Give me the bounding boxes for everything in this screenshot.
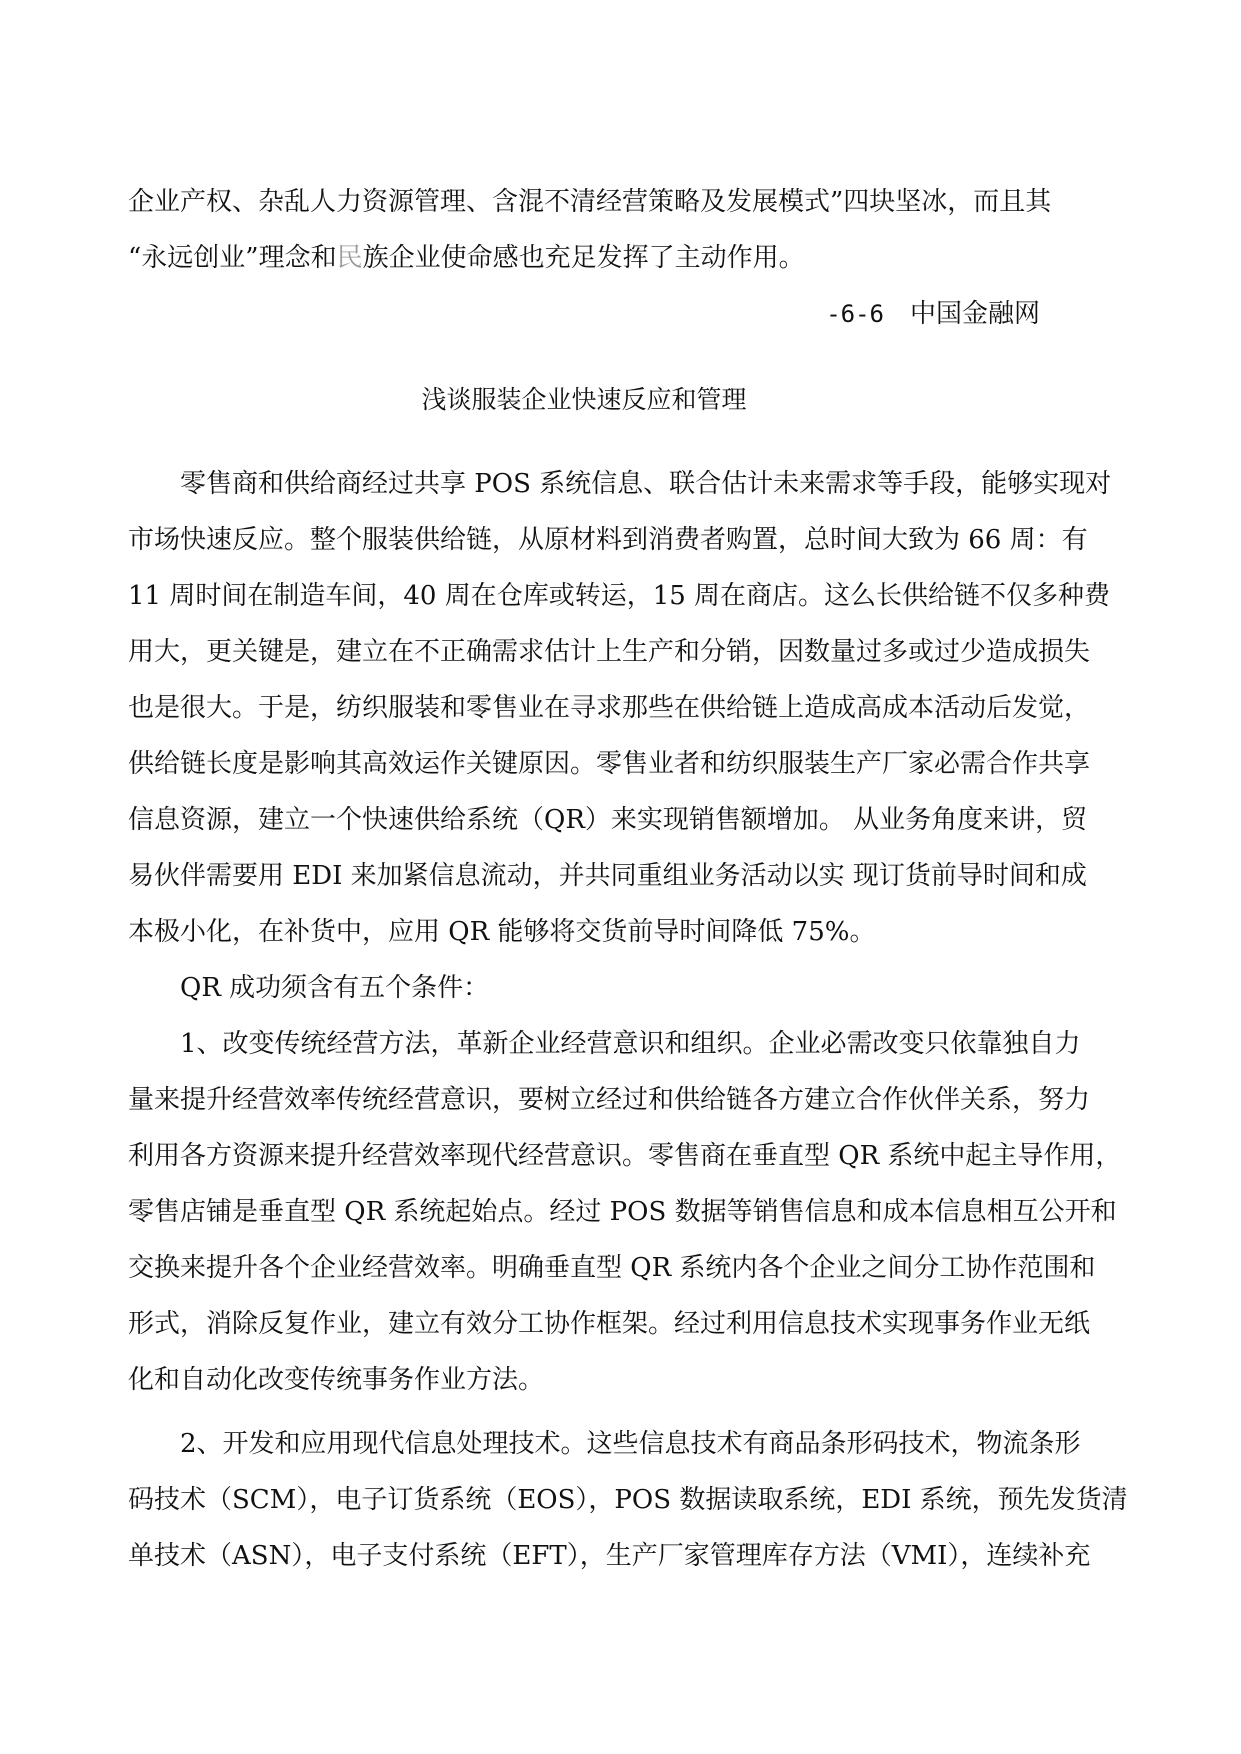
list-item-2 <box>128 1416 1128 1584</box>
paragraph-line: 信息资源，建立一个快速供给系统（QR）来实现销售额增加。 从业务角度来讲，贸 <box>128 805 1088 835</box>
list-item-1 <box>128 1016 1122 1408</box>
paragraph-line: 市场快速反应。整个服装供给链，从原材料到消费者购置，总时间大致为 66 周：有 <box>128 525 1088 555</box>
source-name: 中国金融网 <box>909 299 1040 329</box>
list-item-line: 2、开发和应用现代信息处理技术。这些信息技术有商品条形码技术，物流条形 <box>180 1429 1081 1459</box>
paragraph-line: 本极小化，在补货中，应用 QR 能够将交货前导时间降低 75%。 <box>128 917 876 947</box>
article-title: 浅谈服装企业快速反应和管理 <box>421 385 747 414</box>
list-item-line: 形式，消除反复作业，建立有效分工协作框架。经过利用信息技术实现事务作业无纸 <box>128 1309 1091 1339</box>
list-item-line: 码技术（SCM），电子订货系统（EOS），POS 数据读取系统，EDI 系统，预先发货清 <box>128 1485 1128 1515</box>
intro-line-2-faint-char: 民 <box>336 243 363 273</box>
paragraph-line: 供给链长度是影响其高效运作关键原因。零售业者和纺织服装生产厂家必需合作共享 <box>128 749 1091 779</box>
intro-line-2-part-b: 族企业使命感也充足发挥了主动作用。 <box>362 243 805 273</box>
paragraph-line: 11 周时间在制造车间，40 周在仓库或转运，15 周在商店。这么长供给链不仅多种费 <box>128 581 1111 611</box>
intro-line-2-part-a: “永远创业”理念和 <box>128 243 337 273</box>
paragraph-line: 也是很大。于是，纺织服装和零售业在寻求那些在供给链上造成高成本活动后发觉， <box>128 693 1091 723</box>
paragraph-2: QR 成功须含有五个条件： <box>180 973 490 1003</box>
paragraph-line: 易伙伴需要用 EDI 来加紧信息流动，并共同重组业务活动以实 现订货前导时间和成 <box>128 861 1087 891</box>
paragraph-1 <box>128 456 1112 960</box>
list-item-line: 量来提升经营效率传统经营意识，要树立经过和供给链各方建立合作伙伴关系，努力 <box>128 1085 1091 1115</box>
list-item-line: 单技术（ASN），电子支付系统（EFT），生产厂家管理库存方法（VMI），连续补充 <box>128 1541 1091 1571</box>
paragraph-line: 用大，更关键是，建立在不正确需求估计上生产和分销，因数量过多或过少造成损失 <box>128 637 1091 667</box>
list-item-line: 化和自动化改变传统事务作业方法。 <box>128 1365 545 1395</box>
list-item-line: 1、改变传统经营方法，革新企业经营意识和组织。企业必需改变只依靠独自力 <box>180 1029 1081 1059</box>
list-item-line: 交换来提升各个企业经营效率。明确垂直型 QR 系统内各个企业之间分工协作范围和 <box>128 1253 1096 1283</box>
spacer <box>128 1408 1040 1416</box>
list-item-line: 零售店铺是垂直型 QR 系统起始点。经过 POS 数据等销售信息和成本信息相互公开和 <box>128 1197 1117 1227</box>
paragraph-line: 零售商和供给商经过共享 POS 系统信息、联合估计未来需求等手段，能够实现对 <box>180 469 1112 499</box>
document-body <box>128 174 1128 1584</box>
source-line <box>128 286 1040 342</box>
list-item-line: 利用各方资源来提升经营效率现代经营意识。零售商在垂直型 QR 系统中起主导作用， <box>128 1141 1122 1171</box>
source-date: -6-6 <box>826 300 884 328</box>
intro-line-1: 企业产权、杂乱人力资源管理、含混不清经营策略及发展模式”四块坚冰，而且其 <box>128 187 1052 217</box>
intro-line-2 <box>128 230 1040 286</box>
